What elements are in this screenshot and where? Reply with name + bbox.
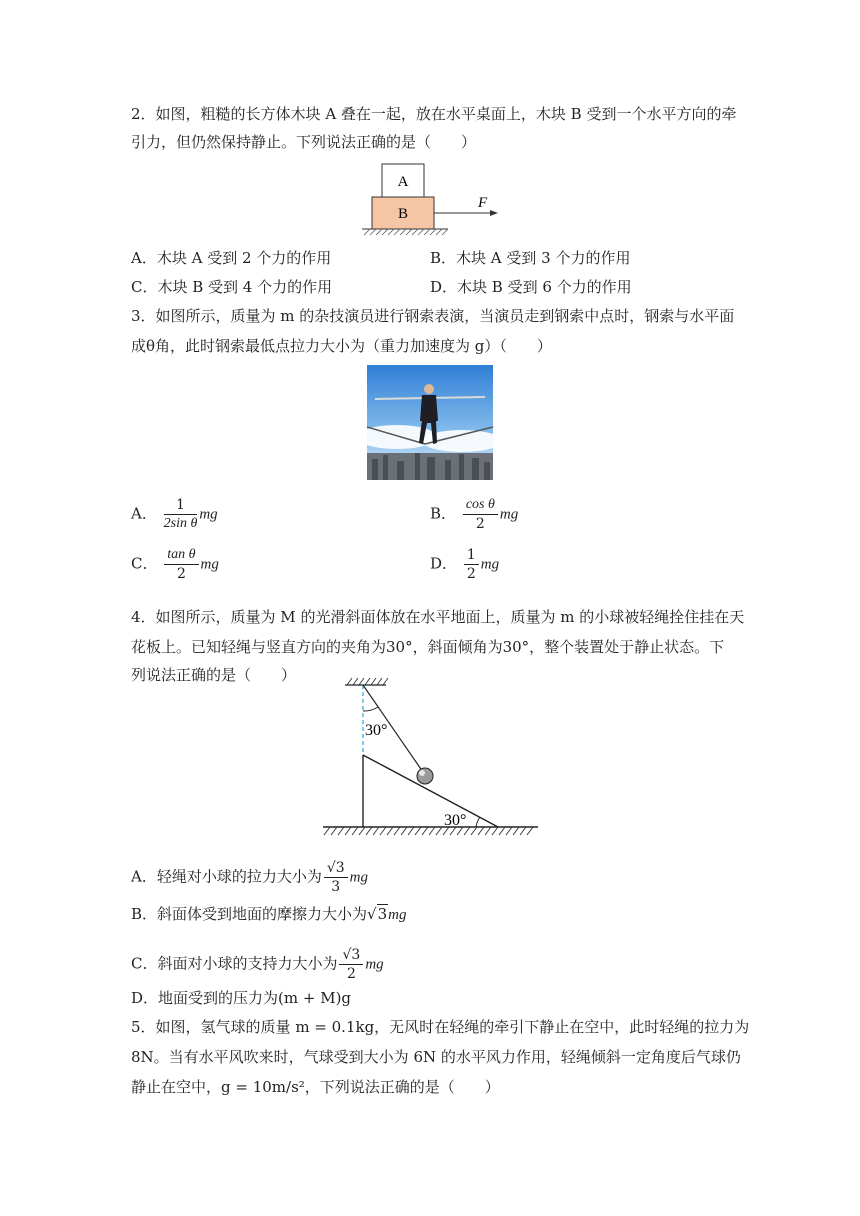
denominator: 3 — [331, 879, 341, 895]
q4-text-line1: 4．如图所示，质量为 M 的光滑斜面体放在水平地面上，质量为 m 的小球被轻绳拴住挂在天 — [131, 608, 745, 626]
q2-text-line2: 引力，但仍然保持静止。下列说法正确的是（ ） — [131, 133, 477, 151]
denominator: 2 — [475, 516, 485, 532]
q3-option-b-tail: mg — [499, 506, 519, 523]
q2-option-a[interactable]: A．木块 A 受到 2 个力的作用 — [131, 249, 332, 267]
numerator: tan θ — [164, 546, 198, 565]
ball — [417, 768, 433, 784]
q3-tightrope-photo — [367, 365, 493, 480]
numerator: cos θ — [463, 496, 498, 515]
q4-option-a[interactable] — [131, 859, 368, 896]
q3-option-a-label: A． — [131, 504, 157, 523]
q3-option-a-fraction — [164, 496, 198, 533]
q4-option-c-text: C．斜面对小球的支持力大小为 — [131, 954, 338, 973]
q4-option-a-text: A．轻绳对小球的拉力大小为 — [131, 867, 322, 886]
q3-option-c-fraction — [164, 546, 198, 583]
q3-option-d-tail: mg — [480, 556, 500, 573]
q3-option-d[interactable] — [430, 546, 499, 583]
q3-text-line1: 3．如图所示，质量为 m 的杂技演员进行钢索表演，当演员走到钢索中点时，钢索与水平面 — [131, 307, 735, 325]
q3-option-c-label: C． — [131, 554, 158, 573]
incline-surface — [363, 755, 498, 827]
q3-option-c[interactable] — [131, 546, 219, 583]
q4-text-line2: 花板上。已知轻绳与竖直方向的夹角为30°，斜面倾角为30°，整个装置处于静止状态。下 — [131, 638, 725, 656]
q4-option-b-sqrt: √3 — [367, 905, 388, 923]
q2-option-c[interactable]: C．木块 B 受到 4 个力的作用 — [131, 278, 333, 296]
q3-text-line2: 成θ角，此时钢索最低点拉力大小为（重力加速度为 g）（ ） — [131, 337, 552, 355]
q3-option-a-tail: mg — [199, 506, 218, 523]
numerator: √3 — [324, 859, 348, 878]
block-b-label: B — [397, 206, 409, 222]
numerator: 1 — [164, 496, 198, 515]
q2-option-d[interactable]: D．木块 B 受到 6 个力的作用 — [430, 278, 632, 296]
q4-text-line3: 列说法正确的是（ ） — [131, 666, 297, 684]
q2-text-line1: 2．如图，粗糙的长方体木块 A 叠在一起，放在水平桌面上，木块 B 受到一个水平方向的牵 — [131, 105, 737, 123]
q2-option-b[interactable]: B．木块 A 受到 3 个力的作用 — [430, 249, 631, 267]
q4-option-c-tail: mg — [365, 956, 384, 973]
q3-option-b-label: B． — [430, 504, 457, 523]
q4-option-c-fraction — [339, 946, 363, 983]
q4-option-a-tail: mg — [349, 869, 369, 886]
force-label: F — [478, 195, 488, 211]
angle-label-top: 30° — [365, 722, 388, 739]
q3-option-d-label: D． — [430, 554, 458, 573]
q4-option-b-tail: mg — [388, 907, 407, 923]
denominator: 2 — [346, 966, 356, 982]
block-a-label: A — [397, 174, 409, 190]
q4-option-c[interactable] — [131, 946, 384, 983]
q3-option-b[interactable] — [430, 496, 518, 533]
q4-option-b-text: B．斜面体受到地面的摩擦力大小为 — [131, 905, 368, 923]
q4-option-d[interactable]: D．地面受到的压力为(m + M)g — [131, 989, 352, 1007]
q5-text-line1: 5．如图，氢气球的质量 m = 0.1kg，无风时在轻绳的牵引下静止在空中，此时轻绳的拉力为 — [131, 1018, 750, 1036]
denominator: 2 — [466, 566, 476, 582]
q3-option-c-tail: mg — [200, 556, 219, 573]
q5-text-line2: 8N。当有水平风吹来时，气球受到大小为 6N 的水平风力作用，轻绳倾斜一定角度后气球仍 — [131, 1048, 741, 1066]
angle-label-bottom: 30° — [444, 812, 467, 829]
q4-incline-figure — [318, 675, 548, 845]
q3-option-d-fraction — [464, 546, 479, 583]
q3-option-b-fraction — [463, 496, 498, 533]
q5-text-line3: 静止在空中，g = 10m/s²，下列说法正确的是（ ） — [131, 1078, 500, 1096]
q4-option-b[interactable] — [131, 903, 406, 926]
radicand: 3 — [377, 905, 388, 923]
q4-option-a-fraction — [324, 859, 348, 896]
denominator: 2 — [176, 566, 186, 582]
numerator: √3 — [339, 946, 363, 965]
denominator: 2sin θ — [163, 516, 198, 531]
q3-option-a[interactable] — [131, 496, 218, 533]
q2-block-figure — [360, 160, 520, 240]
numerator: 1 — [464, 546, 479, 565]
